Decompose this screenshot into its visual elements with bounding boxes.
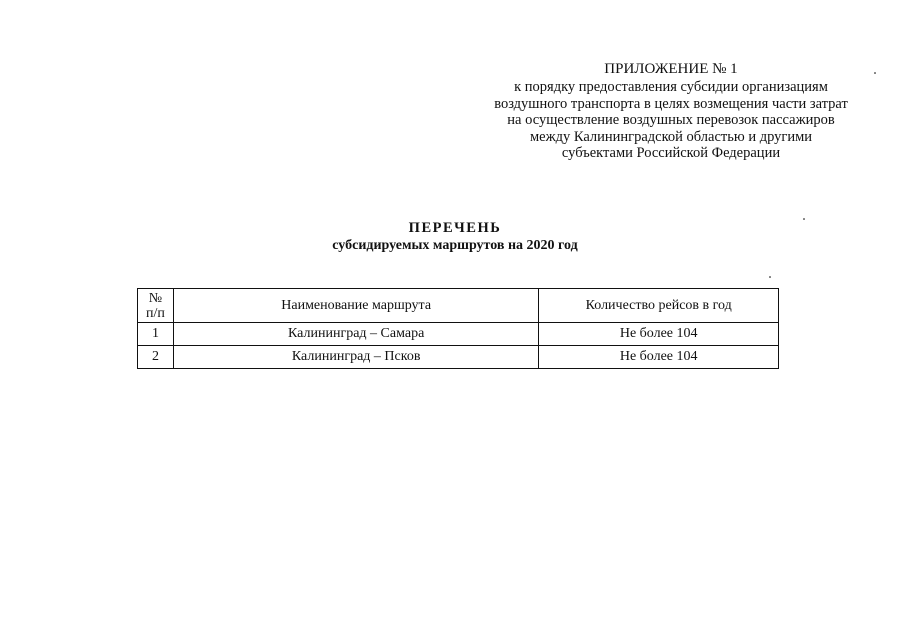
appendix-line: между Калининградской областью и другими [529, 128, 813, 145]
appendix-line: на осуществление воздушных перевозок пассажиров [507, 112, 835, 128]
header-flight-count: Количество рейсов в год [539, 289, 779, 323]
appendix-line: субъектами Российской Федерации [561, 145, 781, 161]
table-header-row [138, 289, 779, 323]
cell-flights: Не более 104 [539, 323, 779, 346]
document-heading [250, 219, 660, 255]
header-route-name: Наименование маршрута [173, 289, 538, 323]
table-row [138, 346, 779, 369]
table-row [138, 323, 779, 346]
cell-number: 1 [138, 323, 174, 346]
heading-title: ПЕРЕЧЕНЬ [408, 220, 502, 236]
header-number [138, 289, 174, 323]
heading-subtitle: субсидируемых маршрутов на 2020 год [332, 238, 578, 253]
appendix-line: к порядку предоставления субсидии организациям [514, 79, 828, 95]
scan-speck [874, 72, 876, 74]
appendix-block [478, 60, 864, 162]
appendix-line: воздушного транспорта в целях возмещения части затрат [494, 95, 848, 112]
scan-speck [803, 218, 805, 220]
cell-flights: Не более 104 [539, 346, 779, 369]
scan-speck [769, 276, 771, 278]
header-number-abbr: п/п [146, 305, 165, 321]
cell-route: Калининград – Самара [173, 323, 538, 346]
appendix-title: ПРИЛОЖЕНИЕ № 1 [604, 61, 738, 77]
cell-number: 2 [138, 346, 174, 369]
header-number-symbol: № [148, 290, 163, 306]
cell-route: Калининград – Псков [173, 346, 538, 369]
routes-table [137, 288, 779, 369]
